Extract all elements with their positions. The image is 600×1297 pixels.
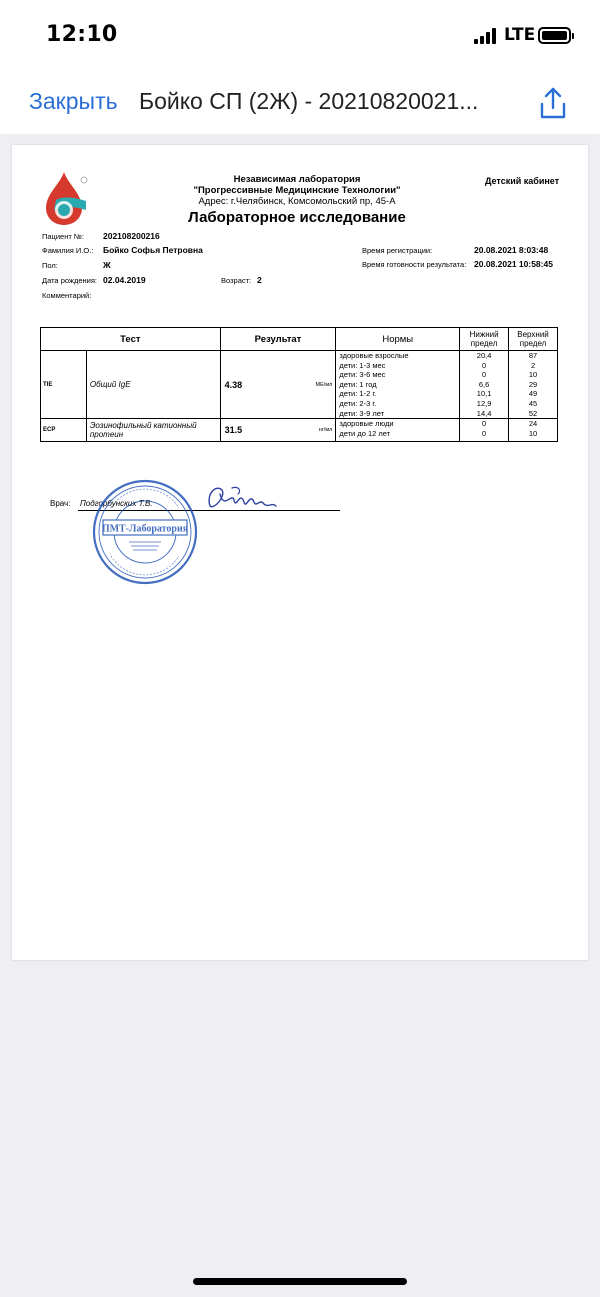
patient-sex-label: Пол: xyxy=(42,261,58,270)
result-value: 31.5 xyxy=(224,425,243,436)
cabinet-label: Детский кабинет xyxy=(485,176,560,186)
header-high: Верхний предел xyxy=(509,328,558,351)
norms-cell: здоровые взрослые дети: 1-3 мес дети: 3-6 мес дети: 1 год дети: 1-2 г. дети: 2-3 г. дети: 3-9 лет xyxy=(336,351,460,419)
document-title: Лабораторное исследование xyxy=(188,209,406,226)
header-low: Нижний предел xyxy=(460,328,509,351)
ready-label: Время готовности результата: xyxy=(362,260,467,269)
low-limit-cell: 0 0 xyxy=(460,419,509,442)
header-result: Результат xyxy=(220,328,336,351)
network-label: LTE xyxy=(504,25,536,45)
table-header-row xyxy=(41,328,558,351)
document-page[interactable] xyxy=(12,145,588,960)
ready-time: 20.08.2021 10:58:45 xyxy=(474,259,553,269)
test-result xyxy=(220,351,336,419)
battery-icon xyxy=(538,27,571,44)
patient-id: 202108200216 xyxy=(103,231,160,241)
patient-name: Бойко Софья Петровна xyxy=(103,245,203,255)
registration-label: Время регистрации: xyxy=(362,246,433,255)
table-row xyxy=(41,351,558,419)
result-unit: МЕ/мл xyxy=(315,381,333,388)
home-indicator[interactable] xyxy=(193,1278,407,1285)
status-bar xyxy=(0,0,600,72)
lab-name: Независимая лаборатория "Прогрессивные Медицинские Технологии" Адрес: г.Челябинск, Комсомольский пр, 45-А xyxy=(193,174,401,207)
table-row xyxy=(41,419,558,442)
patient-id-label: Пациент №: xyxy=(42,232,85,241)
registration-time: 20.08.2021 8:03:48 xyxy=(474,245,549,255)
result-value: 4.38 xyxy=(224,379,243,390)
header-test: Тест xyxy=(41,328,221,351)
lab-logo-icon xyxy=(40,170,92,226)
patient-sex: Ж xyxy=(103,260,111,270)
high-limit-cell: 87 2 10 29 49 45 52 xyxy=(509,351,558,419)
patient-age: 2 xyxy=(257,275,262,285)
header-norms: Нормы xyxy=(336,328,460,351)
results-table xyxy=(40,327,558,442)
status-time: 12:10 xyxy=(46,22,118,47)
patient-age-label: Возраст: xyxy=(221,276,252,285)
doctor-name: Подгорбунских Т.В. xyxy=(80,499,153,508)
test-name: Эозинофильный катионный протеин xyxy=(86,419,220,442)
share-icon[interactable] xyxy=(538,86,568,120)
test-code: ECP xyxy=(41,419,87,442)
patient-dob: 02.04.2019 xyxy=(103,275,146,285)
nav-bar xyxy=(0,72,600,134)
close-button[interactable]: Закрыть xyxy=(29,88,118,114)
test-result xyxy=(220,419,336,442)
patient-dob-label: Дата рождения: xyxy=(42,276,97,285)
signal-icon xyxy=(474,28,496,44)
signature-icon xyxy=(202,480,282,520)
patient-name-label: Фамилия И.О.: xyxy=(42,246,94,255)
test-code: TIE xyxy=(41,351,87,419)
stamp-icon xyxy=(91,478,199,586)
stamp-text: ПМТ-Лаборатория xyxy=(101,523,189,535)
test-name: Общий IgE xyxy=(86,351,220,419)
doctor-label: Врач: xyxy=(50,499,71,508)
high-limit-cell: 24 10 xyxy=(509,419,558,442)
low-limit-cell: 20,4 0 0 6,6 10,1 12,9 14,4 xyxy=(460,351,509,419)
comment-label: Комментарий: xyxy=(42,291,92,300)
nav-title: Бойко СП (2Ж) - 20210820021... xyxy=(139,88,479,114)
result-unit: нг/мл xyxy=(318,427,333,434)
norms-cell: здоровые люди дети до 12 лет xyxy=(336,419,460,442)
